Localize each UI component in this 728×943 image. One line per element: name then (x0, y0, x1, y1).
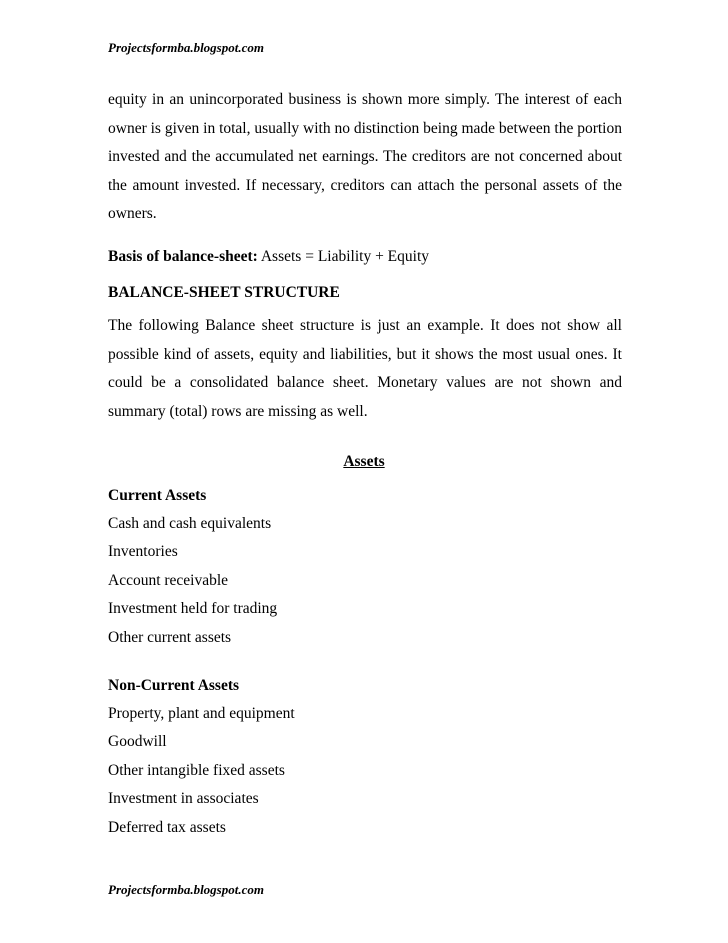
assets-heading-text: Assets (343, 453, 385, 470)
list-item: Property, plant and equipment (108, 705, 295, 722)
non-current-assets-heading: Non-Current Assets (108, 677, 240, 694)
list-item: Account receivable (108, 572, 229, 589)
structure-heading: BALANCE-SHEET STRUCTURE (108, 284, 340, 301)
assets-heading (0, 453, 728, 471)
list-item: Inventories (108, 543, 178, 560)
list-item: Investment held for trading (108, 600, 278, 617)
intro-paragraph: equity in an unincorporated business is shown more simply. The interest of each owner is given in total, usually with no distinction being made between the portion invested and the accumulated net earnings. The creditors are not concerned about the amount invested. If necessary, creditors can attach the personal assets of the owners. (108, 91, 622, 223)
structure-paragraph: The following Balance sheet structure is just an example. It does not show all possible kind of assets, equity and liabilities, but it shows the most usual ones. It could be a consolidated balance sheet. Monetary values are not shown and summary (total) rows are missing as well. (108, 317, 622, 420)
page-header: Projectsformba.blogspot.com (108, 40, 264, 55)
list-item: Goodwill (108, 733, 167, 750)
basis-label: Basis of balance-sheet: (108, 248, 258, 265)
list-item: Investment in associates (108, 790, 259, 807)
current-assets-heading: Current Assets (108, 487, 207, 504)
list-item: Cash and cash equivalents (108, 515, 272, 532)
list-item: Other intangible fixed assets (108, 762, 285, 779)
list-item: Deferred tax assets (108, 819, 226, 836)
basis-formula: Assets = Liability + Equity (257, 248, 430, 265)
basis-line (108, 248, 429, 266)
list-item: Other current assets (108, 629, 232, 646)
page-footer: Projectsformba.blogspot.com (108, 882, 264, 897)
